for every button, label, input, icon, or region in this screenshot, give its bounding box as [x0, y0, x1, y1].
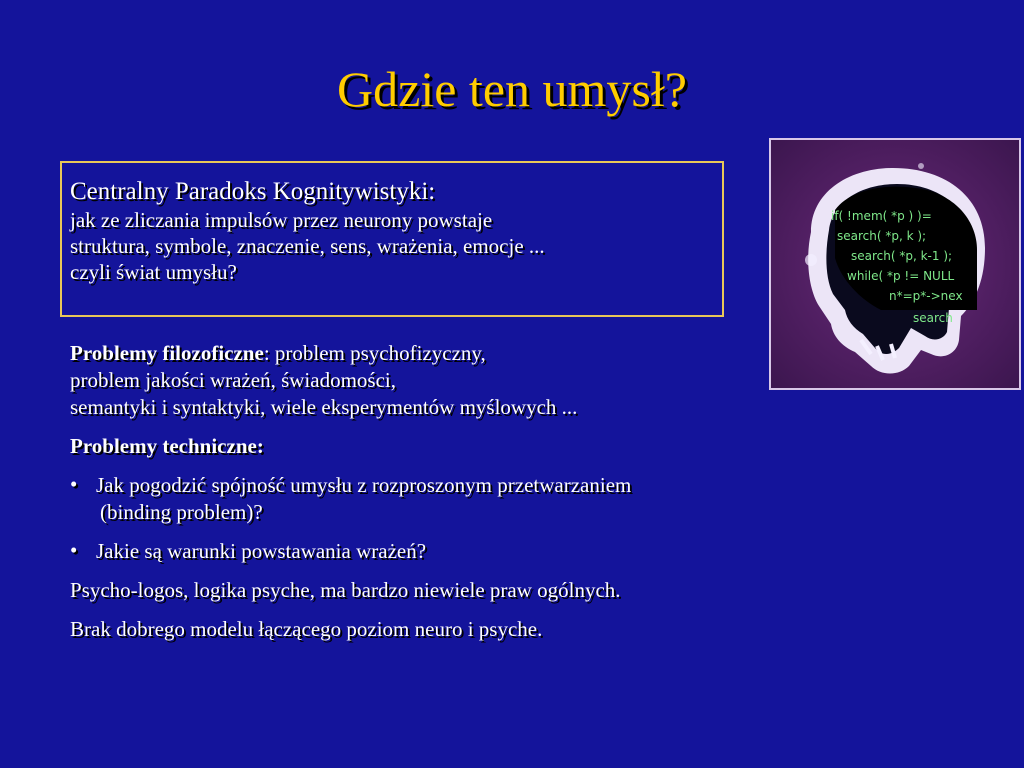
closing-line: Brak dobrego modelu łączącego poziom neuro i psyche. — [70, 617, 543, 641]
code-line: search( *p, k ); — [837, 229, 927, 243]
code-line: while( *p != NULL — [847, 269, 955, 283]
bullet-item — [70, 538, 890, 565]
paradox-line: jak ze zliczania impulsów przez neurony powstaje — [70, 208, 493, 232]
paradox-line: czyli świat umysłu? — [70, 260, 237, 284]
paradox-text — [70, 207, 714, 285]
philosophical-label: Problemy filozoficzne — [70, 341, 264, 365]
philosophical-rest: : problem psychofizyczny, — [263, 341, 486, 365]
closing-paragraph — [70, 616, 890, 643]
bullet-icon: • — [70, 538, 78, 562]
philosophical-line: problem jakości wrażeń, świadomości, — [70, 368, 396, 392]
paradox-line: struktura, symbole, znaczenie, sens, wrażenia, emocje ... — [70, 234, 545, 258]
closing-paragraph — [70, 577, 890, 604]
philosophical-problems — [70, 340, 890, 421]
bullet-text: (binding problem)? — [100, 500, 263, 524]
slide-title: Gdzie ten umysł? — [337, 61, 687, 117]
bullet-item — [70, 472, 890, 526]
paradox-heading: Centralny Paradoks Kognitywistyki: — [70, 178, 436, 205]
paradox-box — [60, 161, 724, 317]
code-line: n*=p*->nex — [889, 289, 963, 303]
bullet-text: Jak pogodzić spójność umysłu z rozproszonym przetwarzaniem — [96, 473, 632, 497]
philosophical-line: semantyki i syntaktyki, wiele eksperymentów myślowych ... — [70, 395, 578, 419]
technical-label: Problemy techniczne: — [70, 434, 264, 458]
bullet-icon: • — [70, 472, 78, 496]
technical-problems — [70, 433, 890, 460]
bullet-text: Jakie są warunki powstawania wrażeń? — [96, 539, 427, 563]
code-line: if( !mem( *p ) )= — [831, 209, 932, 223]
code-line: search( *p, k-1 ); — [851, 249, 953, 263]
slide-content — [70, 340, 890, 655]
closing-line: Psycho-logos, logika psyche, ma bardzo niewiele praw ogólnych. — [70, 578, 621, 602]
code-line: search — [913, 311, 953, 325]
